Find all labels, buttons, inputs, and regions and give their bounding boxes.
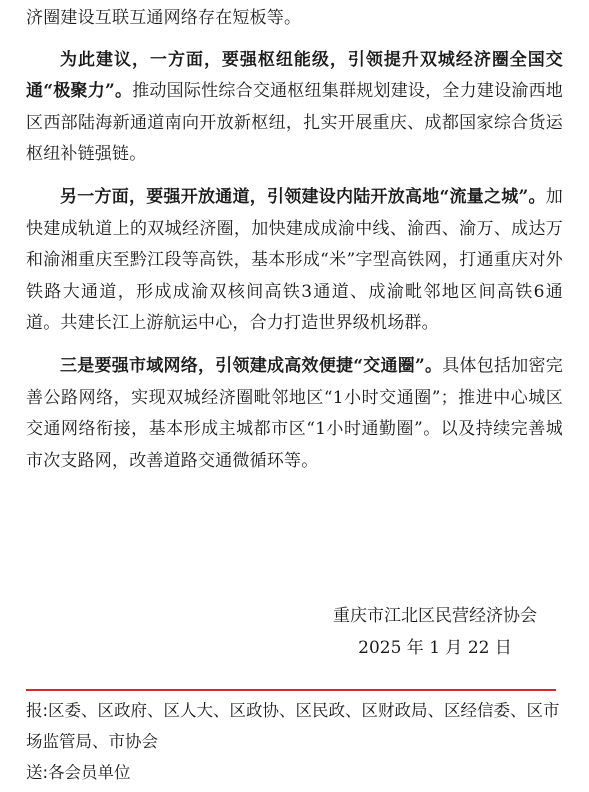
- paragraph-open-corridor-body: 加快建成轨道上的双城经济圈，加快建成成渝中线、渝西、渝万、成达万和渝湘重庆至黔江段等高铁，基本形成“米”字型高铁网，打通重庆对外铁路大通道，形成成渝双核间高铁3通道、成渝毗邻地区间高铁6通道。共建长江上游航运中心，合力打造世界级机场群。: [26, 186, 563, 334]
- paragraph-city-network-body: 具体包括加密完善公路网络，实现双城经济圈毗邻地区“1小时交通圈”；推进中心城区交通网络衔接，基本形成主城都市区“1小时通勤圈”。以及持续完善城市次支路网，改善道路交通微循环等。: [26, 355, 563, 471]
- paragraph-city-network: [26, 351, 563, 477]
- paragraph-city-network-lead: 三是要强市域网络，引领建成高效便捷“交通圈”。: [60, 355, 443, 376]
- distribution-footer: [26, 695, 566, 788]
- paragraph-hub-level-lead: 为此建议，一方面，要强枢纽能级，引领提升双城经济圈全国交通“极聚力”。: [26, 49, 563, 102]
- signature-date: 2025 年 1 月 22 日: [358, 638, 512, 658]
- signature-block: [333, 600, 537, 664]
- footer-send-to: 送:各会员单位: [26, 763, 131, 782]
- paragraph-continuation: 济圈建设互联互通网络存在短板等。: [26, 8, 302, 28]
- signature-organization: 重庆市江北区民营经济协会: [333, 606, 537, 626]
- document-body: [26, 3, 563, 477]
- paragraph-hub-level: [26, 45, 563, 171]
- paragraph-open-corridor: [26, 182, 563, 340]
- paragraph-open-corridor-lead: 另一方面，要强开放通道，引领建设内陆开放高地“流量之城”。: [60, 186, 546, 207]
- footer-divider: [26, 689, 556, 691]
- footer-report-to: 报:区委、区政府、区人大、区政协、区民政、区财政局、区经信委、区市场监管局、市协会: [26, 701, 560, 751]
- paragraph-hub-level-body: 推动国际性综合交通枢纽集群规划建设，全力建设渝西地区西部陆海新通道南向开放新枢纽，扎实开展重庆、成都国家综合货运枢纽补链强链。: [26, 81, 564, 165]
